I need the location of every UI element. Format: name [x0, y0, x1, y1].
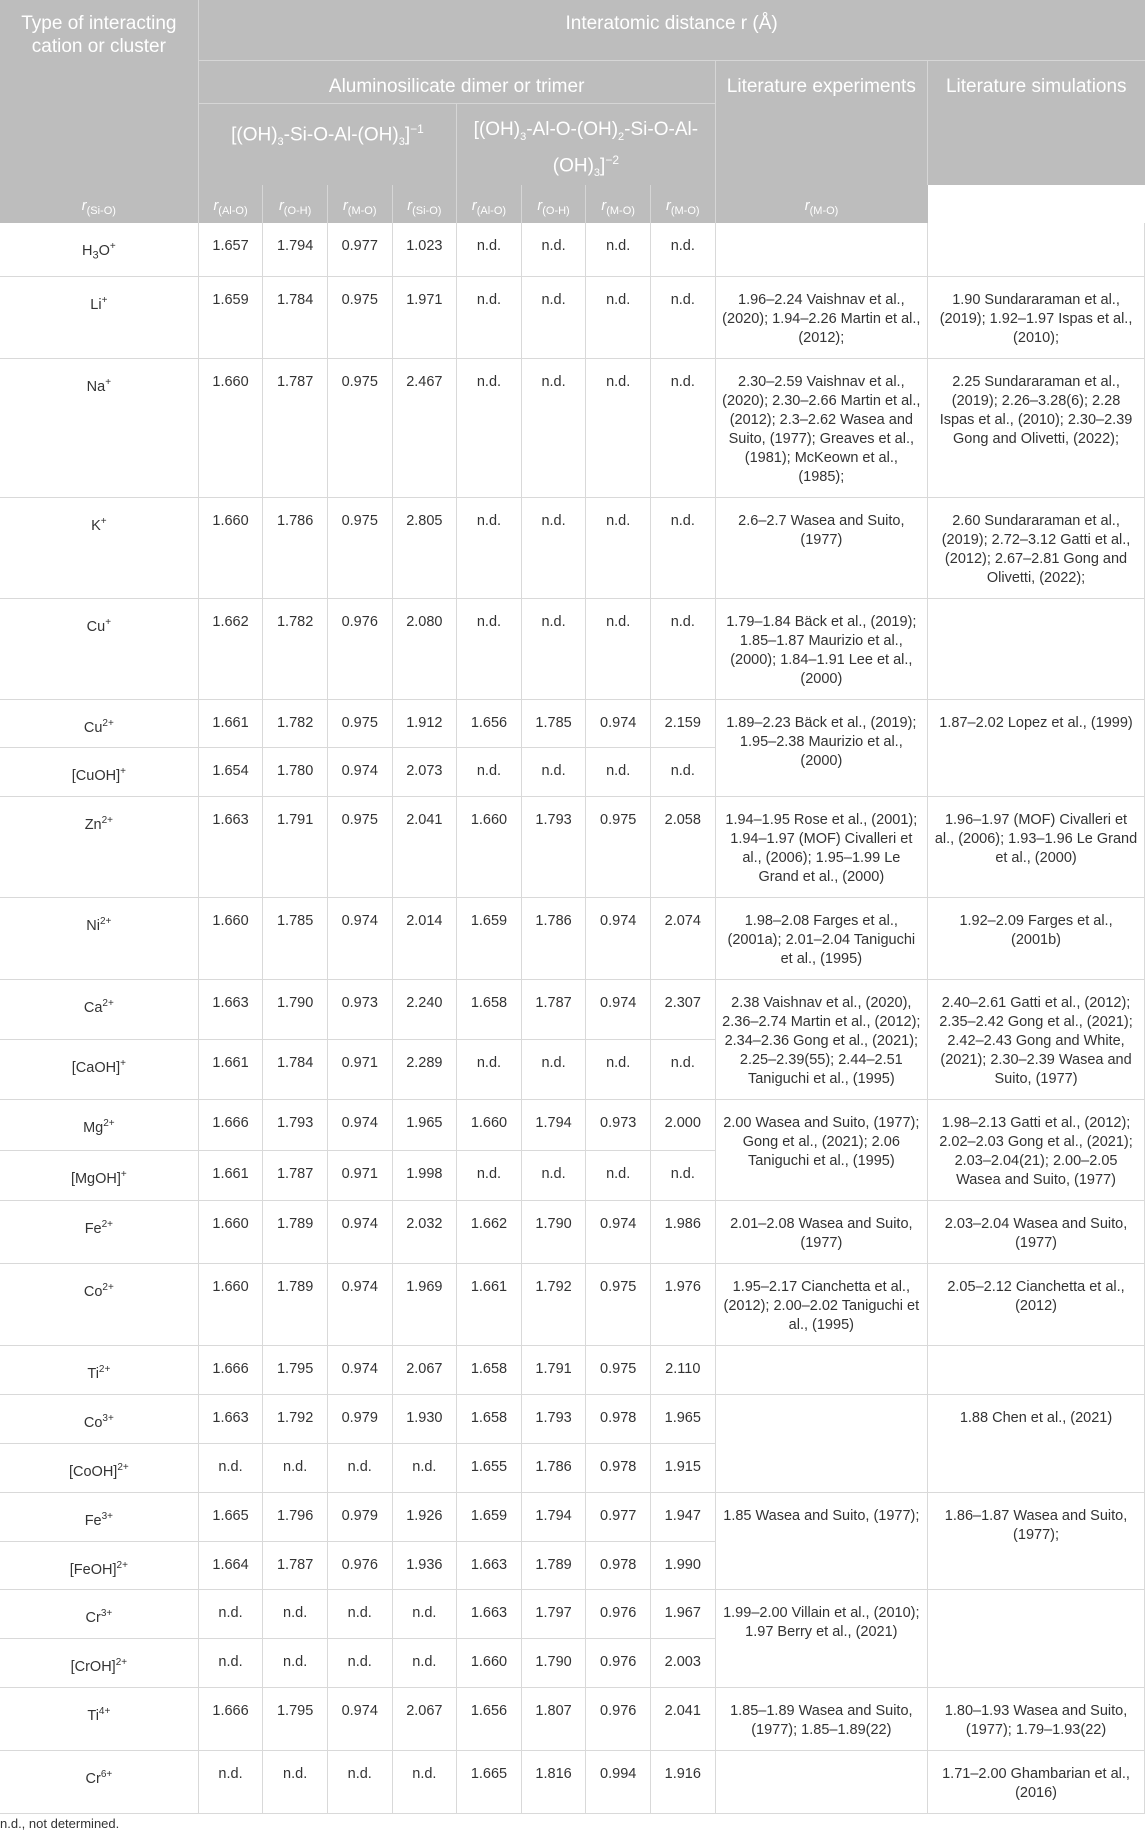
sub-header-7: $r_{(M-O)}$: [586, 185, 651, 223]
literature-experiments-cell: 2.38 Vaishnav et al., (2020), 2.36–2.74 Martin et al., (2012); 2.34–2.36 Gong et al., (2021); 2.25–2.39(55); 2.44–2.51 Taniguchi et al., (1995): [715, 980, 927, 1100]
value-cell: 0.976: [586, 1687, 651, 1750]
literature-simulations-cell: 2.40–2.61 Gatti et al., (2012); 2.35–2.42 Gong et al., (2021); 2.42–2.43 Gong and White, (2021); 2.30–2.39 Wasea and Suito, (1977): [928, 980, 1145, 1100]
value-cell: 1.965: [650, 1395, 715, 1444]
value-cell: n.d.: [650, 497, 715, 598]
value-cell: 0.974: [327, 1264, 392, 1346]
value-cell: 1.782: [263, 598, 328, 699]
value-cell: n.d.: [586, 1040, 651, 1100]
sub-header-3: $r_{(M-O)}$: [327, 185, 392, 223]
literature-simulations-cell: 2.25 Sundararaman et al., (2019); 2.26–3.28(6); 2.28 Ispas et al., (2010); 2.30–2.39 Gong and Olivetti, (2022);: [928, 358, 1145, 497]
value-cell: 1.787: [263, 1150, 328, 1201]
table-row: [0, 1590, 1145, 1639]
literature-experiments-cell: [715, 223, 927, 276]
literature-simulations-cell: 1.88 Chen et al., (2021): [928, 1395, 1145, 1493]
value-cell: n.d.: [586, 497, 651, 598]
value-cell: 1.784: [263, 1040, 328, 1100]
value-cell: 1.785: [521, 699, 586, 748]
table-body: [0, 223, 1145, 1814]
value-cell: n.d.: [392, 1443, 457, 1492]
cation-cell: [FeOH]$^{2+}$: [0, 1541, 198, 1590]
literature-simulations-cell: [928, 1590, 1145, 1688]
literature-experiments-cell: 1.96–2.24 Vaishnav et al., (2020); 1.94–2.26 Martin et al., (2012);: [715, 276, 927, 358]
value-cell: n.d.: [521, 748, 586, 797]
value-cell: 1.660: [198, 358, 263, 497]
literature-simulations-cell: [928, 1346, 1145, 1395]
value-cell: n.d.: [650, 1040, 715, 1100]
value-cell: 0.978: [586, 1443, 651, 1492]
value-cell: 1.663: [198, 1395, 263, 1444]
value-cell: 2.074: [650, 898, 715, 980]
value-cell: 1.786: [263, 497, 328, 598]
value-cell: 0.974: [586, 980, 651, 1040]
value-cell: n.d.: [521, 598, 586, 699]
value-cell: n.d.: [521, 497, 586, 598]
cation-cell: [MgOH]+: [0, 1150, 198, 1201]
cation-cell: [CaOH]+: [0, 1040, 198, 1100]
value-cell: 2.003: [650, 1639, 715, 1688]
value-cell: n.d.: [392, 1639, 457, 1688]
table-row: [0, 898, 1145, 980]
cation-cell: Na+: [0, 358, 198, 497]
value-cell: n.d.: [586, 1150, 651, 1201]
value-cell: 1.656: [457, 699, 522, 748]
value-cell: n.d.: [586, 358, 651, 497]
cation-cell: $H_3O^+$: [0, 223, 198, 276]
cation-cell: $Fe^{2+}$: [0, 1201, 198, 1264]
value-cell: 2.032: [392, 1201, 457, 1264]
value-cell: 0.975: [327, 276, 392, 358]
table-row: [0, 699, 1145, 748]
value-cell: 2.467: [392, 358, 457, 497]
value-cell: 1.780: [263, 748, 328, 797]
cation-cell: $Zn^{2+}$: [0, 797, 198, 898]
cation-cell: $Ti^{4+}$: [0, 1687, 198, 1750]
cation-cell: K+: [0, 497, 198, 598]
value-cell: 1.796: [263, 1492, 328, 1541]
value-cell: 2.067: [392, 1346, 457, 1395]
sub-header-2: $r_{(O-H)}$: [263, 185, 328, 223]
value-cell: 1.916: [650, 1750, 715, 1813]
table-row: [0, 1346, 1145, 1395]
value-cell: n.d.: [392, 1590, 457, 1639]
value-cell: 1.661: [457, 1264, 522, 1346]
table-row: [0, 276, 1145, 358]
value-cell: 0.975: [586, 797, 651, 898]
value-cell: n.d.: [457, 1150, 522, 1201]
value-cell: 1.661: [198, 1150, 263, 1201]
literature-experiments-cell: 2.6–2.7 Wasea and Suito, (1977): [715, 497, 927, 598]
literature-experiments-cell: [715, 1346, 927, 1395]
value-cell: 1.663: [457, 1590, 522, 1639]
literature-experiments-cell: 2.30–2.59 Vaishnav et al., (2020); 2.30–2.66 Martin et al., (2012); 2.3–2.62 Wasea and Suito, (1977); Greaves et al., (1981); McKeown et al., (1985);: [715, 358, 927, 497]
table-row: [0, 1100, 1145, 1151]
header-interatomic-distance: Interatomic distance r (Å): [198, 0, 1144, 61]
value-cell: n.d.: [263, 1750, 328, 1813]
value-cell: 0.975: [586, 1346, 651, 1395]
value-cell: 1.660: [457, 1639, 522, 1688]
value-cell: 1.654: [198, 748, 263, 797]
value-cell: 1.659: [198, 276, 263, 358]
cation-cell: [CrOH]$^{2+}$: [0, 1639, 198, 1688]
value-cell: n.d.: [457, 1040, 522, 1100]
value-cell: 1.791: [521, 1346, 586, 1395]
value-cell: 1.662: [457, 1201, 522, 1264]
value-cell: 1.660: [198, 497, 263, 598]
value-cell: 2.058: [650, 797, 715, 898]
value-cell: 1.023: [392, 223, 457, 276]
table-row: [0, 598, 1145, 699]
literature-simulations-cell: 1.92–2.09 Farges et al., (2001b): [928, 898, 1145, 980]
table-row: [0, 980, 1145, 1040]
value-cell: 0.974: [327, 898, 392, 980]
value-cell: n.d.: [198, 1639, 263, 1688]
value-cell: 1.666: [198, 1687, 263, 1750]
value-cell: 2.110: [650, 1346, 715, 1395]
value-cell: 1.947: [650, 1492, 715, 1541]
value-cell: 1.660: [198, 1264, 263, 1346]
header-literature-simulations: Literature simulations: [928, 61, 1145, 185]
value-cell: 1.791: [263, 797, 328, 898]
value-cell: 1.663: [198, 980, 263, 1040]
table-row: [0, 1395, 1145, 1444]
sub-header-6: $r_{(O-H)}$: [521, 185, 586, 223]
literature-experiments-cell: 2.00 Wasea and Suito, (1977); Gong et al., (2021); 2.06 Taniguchi et al., (1995): [715, 1100, 927, 1201]
literature-simulations-cell: 2.60 Sundararaman et al., (2019); 2.72–3.12 Gatti et al., (2012); 2.67–2.81 Gong and Olivetti, (2022);: [928, 497, 1145, 598]
value-cell: 1.787: [263, 358, 328, 497]
value-cell: 0.974: [327, 748, 392, 797]
literature-experiments-cell: 1.85 Wasea and Suito, (1977);: [715, 1492, 927, 1590]
value-cell: n.d.: [586, 276, 651, 358]
value-cell: 1.659: [457, 898, 522, 980]
value-cell: 0.975: [327, 699, 392, 748]
value-cell: n.d.: [198, 1750, 263, 1813]
table-row: [0, 358, 1145, 497]
table-row: [0, 223, 1145, 276]
value-cell: 1.666: [198, 1100, 263, 1151]
table-row: [0, 497, 1145, 598]
cation-cell: $Ca^{2+}$: [0, 980, 198, 1040]
value-cell: 1.658: [457, 1346, 522, 1395]
literature-simulations-cell: 1.87–2.02 Lopez et al., (1999): [928, 699, 1145, 797]
cation-cell: $Fe^{3+}$: [0, 1492, 198, 1541]
value-cell: 0.974: [327, 1687, 392, 1750]
value-cell: n.d.: [457, 748, 522, 797]
value-cell: n.d.: [521, 276, 586, 358]
cation-cell: $Co^{3+}$: [0, 1395, 198, 1444]
value-cell: n.d.: [327, 1443, 392, 1492]
cation-cell: $Cr^{6+}$: [0, 1750, 198, 1813]
literature-simulations-cell: 1.80–1.93 Wasea and Suito, (1977); 1.79–1.93(22): [928, 1687, 1145, 1750]
table-row: [0, 1201, 1145, 1264]
value-cell: 1.790: [521, 1639, 586, 1688]
cation-cell: [CoOH]$^{2+}$: [0, 1443, 198, 1492]
value-cell: 1.793: [263, 1100, 328, 1151]
value-cell: 0.977: [586, 1492, 651, 1541]
value-cell: 1.795: [263, 1687, 328, 1750]
value-cell: n.d.: [650, 598, 715, 699]
value-cell: 2.000: [650, 1100, 715, 1151]
value-cell: 1.797: [521, 1590, 586, 1639]
value-cell: 0.978: [586, 1395, 651, 1444]
value-cell: 1.790: [521, 1201, 586, 1264]
value-cell: 2.073: [392, 748, 457, 797]
value-cell: 1.782: [263, 699, 328, 748]
value-cell: 1.795: [263, 1346, 328, 1395]
value-cell: n.d.: [521, 358, 586, 497]
literature-experiments-cell: 1.98–2.08 Farges et al., (2001a); 2.01–2.04 Taniguchi et al., (1995): [715, 898, 927, 980]
value-cell: 1.915: [650, 1443, 715, 1492]
value-cell: 0.973: [586, 1100, 651, 1151]
header-dimer-formula: $[(OH)_3-Si-O-Al-(OH)_3]^{-1}$: [198, 104, 456, 185]
header-trimer-formula: $[(OH)_3-Al-O-(OH)_2-Si-O-Al-(OH)_3]^{-2}$: [457, 104, 715, 185]
value-cell: 1.971: [392, 276, 457, 358]
value-cell: 2.041: [392, 797, 457, 898]
value-cell: n.d.: [198, 1590, 263, 1639]
cation-cell: $Mg^{2+}$: [0, 1100, 198, 1151]
value-cell: 1.665: [457, 1750, 522, 1813]
value-cell: 1.792: [521, 1264, 586, 1346]
value-cell: 0.979: [327, 1395, 392, 1444]
value-cell: 0.974: [586, 898, 651, 980]
value-cell: 1.794: [263, 223, 328, 276]
value-cell: 0.978: [586, 1541, 651, 1590]
value-cell: 1.793: [521, 797, 586, 898]
sub-header-9: $r_{(M-O)}$: [715, 185, 927, 223]
value-cell: n.d.: [586, 598, 651, 699]
value-cell: 1.660: [457, 797, 522, 898]
value-cell: 1.784: [263, 276, 328, 358]
value-cell: 2.805: [392, 497, 457, 598]
value-cell: n.d.: [392, 1750, 457, 1813]
value-cell: 1.660: [198, 898, 263, 980]
cation-cell: $Ni^{2+}$: [0, 898, 198, 980]
value-cell: 0.994: [586, 1750, 651, 1813]
value-cell: n.d.: [198, 1443, 263, 1492]
value-cell: 1.794: [521, 1492, 586, 1541]
value-cell: 1.664: [198, 1541, 263, 1590]
cation-cell: $Co^{2+}$: [0, 1264, 198, 1346]
table-row: [0, 1750, 1145, 1813]
literature-simulations-cell: [928, 223, 1145, 276]
value-cell: 1.789: [263, 1201, 328, 1264]
value-cell: 2.014: [392, 898, 457, 980]
literature-experiments-cell: 1.89–2.23 Bäck et al., (2019); 1.95–2.38 Maurizio et al., (2000): [715, 699, 927, 797]
value-cell: n.d.: [521, 1150, 586, 1201]
value-cell: n.d.: [327, 1639, 392, 1688]
cation-cell: $Cu^{2+}$: [0, 699, 198, 748]
value-cell: 1.926: [392, 1492, 457, 1541]
value-cell: 1.663: [198, 797, 263, 898]
value-cell: 1.793: [521, 1395, 586, 1444]
sub-header-5: $r_{(Al-O)}$: [457, 185, 522, 223]
literature-experiments-cell: 1.94–1.95 Rose et al., (2001); 1.94–1.97 (MOF) Civalleri et al., (2006); 1.95–1.99 Le Grand et al., (2000): [715, 797, 927, 898]
header-cation-type: Type of interacting cation or cluster: [0, 0, 198, 185]
value-cell: 1.965: [392, 1100, 457, 1151]
value-cell: n.d.: [650, 276, 715, 358]
footnote-text: n.d., not determined.: [0, 1815, 120, 1831]
value-cell: 1.657: [198, 223, 263, 276]
value-cell: 1.789: [521, 1541, 586, 1590]
value-cell: 1.786: [521, 1443, 586, 1492]
literature-simulations-cell: 1.71–2.00 Ghambarian et al., (2016): [928, 1750, 1145, 1813]
value-cell: 1.790: [263, 980, 328, 1040]
value-cell: 0.971: [327, 1040, 392, 1100]
literature-simulations-cell: 2.05–2.12 Cianchetta et al., (2012): [928, 1264, 1145, 1346]
value-cell: n.d.: [263, 1443, 328, 1492]
value-cell: 0.976: [327, 598, 392, 699]
value-cell: n.d.: [650, 358, 715, 497]
literature-experiments-cell: 1.95–2.17 Cianchetta et al., (2012); 2.00–2.02 Taniguchi et al., (1995): [715, 1264, 927, 1346]
literature-experiments-cell: [715, 1750, 927, 1813]
value-cell: 1.785: [263, 898, 328, 980]
value-cell: 1.969: [392, 1264, 457, 1346]
value-cell: n.d.: [521, 223, 586, 276]
value-cell: 0.974: [327, 1201, 392, 1264]
literature-simulations-cell: 1.90 Sundararaman et al., (2019); 1.92–1.97 Ispas et al., (2010);: [928, 276, 1145, 358]
table-row: [0, 797, 1145, 898]
value-cell: n.d.: [263, 1639, 328, 1688]
value-cell: 0.977: [327, 223, 392, 276]
value-cell: 0.979: [327, 1492, 392, 1541]
value-cell: 2.159: [650, 699, 715, 748]
value-cell: n.d.: [457, 223, 522, 276]
value-cell: 1.998: [392, 1150, 457, 1201]
value-cell: 0.974: [327, 1346, 392, 1395]
value-cell: 1.658: [457, 980, 522, 1040]
value-cell: n.d.: [586, 748, 651, 797]
value-cell: 1.789: [263, 1264, 328, 1346]
value-cell: 1.786: [521, 898, 586, 980]
value-cell: 1.660: [198, 1201, 263, 1264]
value-cell: 1.930: [392, 1395, 457, 1444]
value-cell: 1.666: [198, 1346, 263, 1395]
value-cell: n.d.: [327, 1750, 392, 1813]
value-cell: n.d.: [650, 223, 715, 276]
value-cell: 2.080: [392, 598, 457, 699]
value-cell: 1.663: [457, 1541, 522, 1590]
literature-experiments-cell: 1.85–1.89 Wasea and Suito, (1977); 1.85–1.89(22): [715, 1687, 927, 1750]
cation-cell: [CuOH]+: [0, 748, 198, 797]
sub-header-1: $r_{(Al-O)}$: [198, 185, 263, 223]
value-cell: 2.289: [392, 1040, 457, 1100]
literature-experiments-cell: 2.01–2.08 Wasea and Suito, (1977): [715, 1201, 927, 1264]
value-cell: 0.974: [586, 1201, 651, 1264]
table-row: [0, 1492, 1145, 1541]
value-cell: 1.816: [521, 1750, 586, 1813]
value-cell: 0.974: [586, 699, 651, 748]
value-cell: 2.240: [392, 980, 457, 1040]
value-cell: 1.662: [198, 598, 263, 699]
value-cell: 0.976: [586, 1639, 651, 1688]
value-cell: 2.041: [650, 1687, 715, 1750]
value-cell: n.d.: [327, 1590, 392, 1639]
value-cell: 0.976: [586, 1590, 651, 1639]
value-cell: n.d.: [457, 276, 522, 358]
value-cell: n.d.: [457, 497, 522, 598]
table-row: [0, 1264, 1145, 1346]
value-cell: 1.967: [650, 1590, 715, 1639]
value-cell: 2.067: [392, 1687, 457, 1750]
value-cell: 2.307: [650, 980, 715, 1040]
value-cell: 1.659: [457, 1492, 522, 1541]
literature-simulations-cell: 1.96–1.97 (MOF) Civalleri et al., (2006); 1.93–1.96 Le Grand et al., (2000): [928, 797, 1145, 898]
value-cell: 0.975: [586, 1264, 651, 1346]
value-cell: 1.661: [198, 699, 263, 748]
table-row: [0, 1687, 1145, 1750]
value-cell: 1.658: [457, 1395, 522, 1444]
sub-header-4: $r_{(Si-O)}$: [392, 185, 457, 223]
value-cell: 1.656: [457, 1687, 522, 1750]
literature-experiments-cell: 1.99–2.00 Villain et al., (2010); 1.97 Berry et al., (2021): [715, 1590, 927, 1688]
value-cell: 1.794: [521, 1100, 586, 1151]
value-cell: 1.792: [263, 1395, 328, 1444]
literature-experiments-cell: [715, 1395, 927, 1493]
literature-experiments-cell: 1.79–1.84 Bäck et al., (2019); 1.85–1.87 Maurizio et al., (2000); 1.84–1.91 Lee et al., (2000): [715, 598, 927, 699]
value-cell: 1.807: [521, 1687, 586, 1750]
cation-cell: $Ti^{2+}$: [0, 1346, 198, 1395]
value-cell: n.d.: [521, 1040, 586, 1100]
sub-header-0: $r_{(Si-O)}$: [0, 185, 198, 223]
value-cell: 1.660: [457, 1100, 522, 1151]
value-cell: 0.976: [327, 1541, 392, 1590]
sub-header-8: $r_{(M-O)}$: [650, 185, 715, 223]
value-cell: 0.971: [327, 1150, 392, 1201]
value-cell: n.d.: [457, 358, 522, 497]
value-cell: 1.787: [263, 1541, 328, 1590]
literature-simulations-cell: 2.03–2.04 Wasea and Suito, (1977): [928, 1201, 1145, 1264]
value-cell: 0.974: [327, 1100, 392, 1151]
cation-cell: Cu+: [0, 598, 198, 699]
value-cell: 1.665: [198, 1492, 263, 1541]
value-cell: 0.975: [327, 797, 392, 898]
value-cell: 1.655: [457, 1443, 522, 1492]
cation-cell: Li+: [0, 276, 198, 358]
header-literature-experiments: Literature experiments: [715, 61, 927, 185]
value-cell: n.d.: [263, 1590, 328, 1639]
value-cell: 1.787: [521, 980, 586, 1040]
value-cell: 1.976: [650, 1264, 715, 1346]
value-cell: 1.936: [392, 1541, 457, 1590]
value-cell: 0.973: [327, 980, 392, 1040]
value-cell: 1.990: [650, 1541, 715, 1590]
value-cell: 1.986: [650, 1201, 715, 1264]
cation-cell: $Cr^{3+}$: [0, 1590, 198, 1639]
footnote: [0, 1814, 1145, 1831]
value-cell: 0.975: [327, 358, 392, 497]
value-cell: 1.912: [392, 699, 457, 748]
header-aluminosilicate: Aluminosilicate dimer or trimer: [198, 61, 715, 104]
value-cell: n.d.: [650, 1150, 715, 1201]
value-cell: n.d.: [650, 748, 715, 797]
literature-simulations-cell: 1.98–2.13 Gatti et al., (2012); 2.02–2.03 Gong et al., (2021); 2.03–2.04(21); 2.00–2.05 Wasea and Suito, (1977): [928, 1100, 1145, 1201]
value-cell: 0.975: [327, 497, 392, 598]
value-cell: n.d.: [457, 598, 522, 699]
literature-simulations-cell: 1.86–1.87 Wasea and Suito, (1977);: [928, 1492, 1145, 1590]
value-cell: 1.661: [198, 1040, 263, 1100]
sub-header-row: [0, 185, 1145, 223]
value-cell: n.d.: [586, 223, 651, 276]
literature-simulations-cell: [928, 598, 1145, 699]
